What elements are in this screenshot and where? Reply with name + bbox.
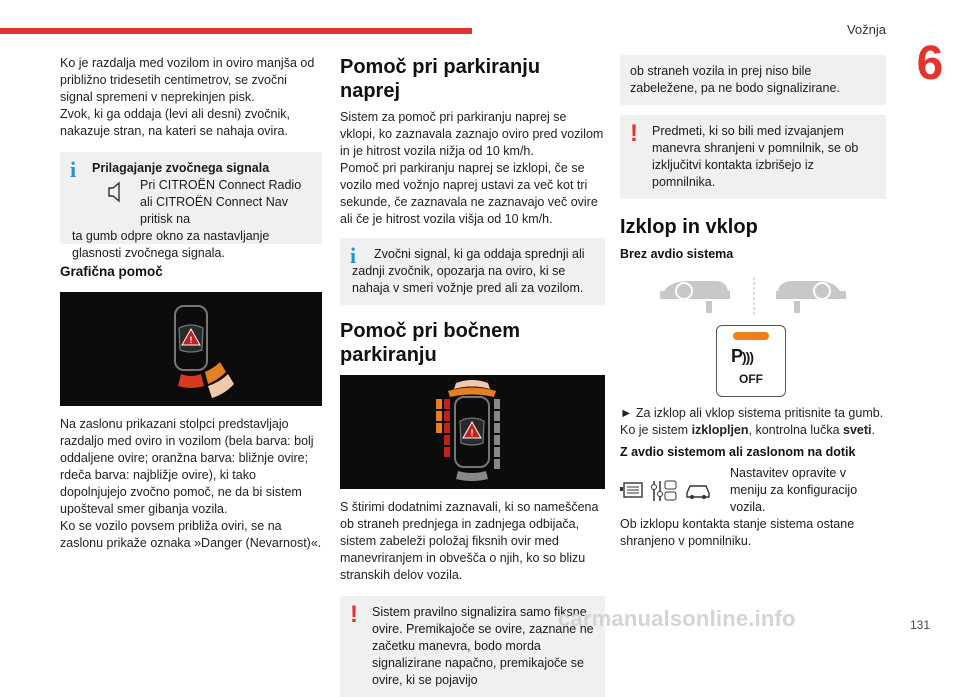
park-assist-off-button[interactable] — [716, 325, 786, 397]
info-box-text-a: Pri CITROËN Connect Radio ali CITROËN Connect Nav pritisk na — [140, 178, 302, 226]
step-end: . — [871, 423, 875, 437]
info-box-sound-adjust — [60, 152, 322, 260]
with-audio-note: Ob izklopu kontakta stanje sistema ostane shranjeno v pomnilniku. — [620, 517, 855, 548]
info-icon: i — [350, 243, 357, 268]
off-label: OFF — [739, 372, 763, 386]
side-parking-heading: Pomoč pri bočnem parkiranju — [340, 320, 521, 366]
column-left — [60, 55, 322, 552]
step-mid: Ko je sistem — [620, 423, 692, 437]
side-parking-illustration — [340, 375, 605, 489]
dashboard-location-illustration — [620, 271, 886, 323]
front-parking-heading: Pomoč pri parkiranju naprej — [340, 56, 541, 102]
svg-text:!: ! — [189, 335, 193, 345]
page-number: 131 — [909, 618, 930, 632]
page-header-title: Vožnja — [846, 22, 886, 37]
graphic-assist-illustration — [60, 292, 322, 406]
chapter-number: 6 — [916, 37, 944, 90]
warning-box-memory — [620, 115, 886, 199]
watermark: carmanualsonline.info — [558, 606, 796, 631]
on-off-heading: Izklop in vklop — [620, 216, 758, 238]
speaker-icon — [92, 177, 140, 228]
warning-icon: ! — [630, 120, 638, 147]
warning-memory-text: Predmeti, ki so bili med izvajanjem manevra shranjeni v pomnilnik, se ob izključitvi kontakta izbrišejo iz pomnilnika. — [652, 124, 859, 189]
side-parking-text: S štirimi dodatnimi zaznavali, ki so nameščena ob straneh prednjega in zadnjega odbijača, sistem zabeleži položaj fiksnih ovir med manevriranjem in obvešča o njih, ko so blizu stranskih delov vozila. — [340, 500, 599, 582]
graphic-assist-heading: Grafična pomoč — [60, 264, 163, 279]
svg-text:!: ! — [470, 428, 474, 438]
info-box-front-signal — [340, 238, 605, 305]
intro-paragraph: Ko je razdalja med vozilom in oviro manjša od približno tridesetih centimetrov, se zvočni signal spremeni v neprekinjen pisk. Zvok, ki ga oddaja (levi ali desni) zvočnik, nakazuje stran, na kateri se nahaja ovira. — [60, 56, 315, 138]
info-icon: i — [70, 157, 77, 182]
warning-icon: ! — [350, 601, 358, 628]
button-step-text — [620, 405, 886, 439]
front-info-text: Zvočni signal, ki ga oddaja sprednji ali zadnji zvočnik, opozarja na oviro, ki se nahaja v smeri vožnje pred ali za vozilom. — [352, 247, 585, 295]
step-prefix: ► Za izklop ali vklop sistema pritisnite ta gumb. — [620, 406, 884, 420]
no-audio-heading: Brez avdio sistema — [620, 247, 734, 261]
step-bold-off: izklopljen — [691, 423, 749, 437]
column-right — [620, 55, 886, 550]
info-box-title: Prilagajanje zvočnega signala — [92, 161, 270, 175]
step-mid2: , kontrolna lučka — [748, 423, 844, 437]
graphic-assist-text: Na zaslonu prikazani stolpci predstavljajo razdaljo med oviro in vozilom (bela barva: bolj oddaljene ovire; oranžna barva: bližnje ovire; rdeča barva: najbližje ovire), ki tako dopolnjujejo zvočno pomoč, ne da bi sistem upošteval smer gibanja vozila. Ko se vozilo povsem približa oviri, se na zaslonu prikaže oznaka »Danger (Nevarnost)«. — [60, 417, 322, 550]
with-audio-text: Nastavitev opravite v meniju za konfiguracijo vozila. — [730, 466, 858, 514]
park-assist-icon: P))) — [731, 346, 754, 366]
with-audio-heading: Z avdio sistemom ali zaslonom na dotik — [620, 445, 856, 459]
warning-box-continued — [620, 55, 886, 105]
step-bold-on: sveti — [843, 423, 872, 437]
info-box-text-b: ta gumb odpre okno za nastavljanje glasnosti zvočnega signala. — [72, 229, 270, 260]
column-middle — [340, 55, 605, 697]
menu-icons — [620, 465, 730, 516]
side-warning-text: Sistem pravilno signalizira samo fiksne ovire. Premikajoče se ovire, zaznane ne začetku manevra, bodo morda signalizirane napačno, premikajoče se ovire, ki se pojavijo — [372, 605, 594, 687]
warning-continued-text: ob straneh vozila in prej niso bile zabeležene, pa ne bodo signalizirane. — [630, 64, 840, 95]
header-accent-bar — [0, 28, 472, 34]
front-parking-text: Sistem za pomoč pri parkiranju naprej se vklopi, ko zaznavala zaznajo oviro pred vozilom in je hitrost vozila nižja od 10 km/h. Pomoč pri parkiranju naprej se izklopi, če se vozilo med vožnjo naprej ustavi za več kot tri sekunde, če zaznavala ne zaznavajo več ovire ali če je hitrost vozila višja od 10 km/h. — [340, 110, 604, 226]
indicator-light — [733, 332, 769, 340]
with-audio-row — [620, 465, 886, 516]
